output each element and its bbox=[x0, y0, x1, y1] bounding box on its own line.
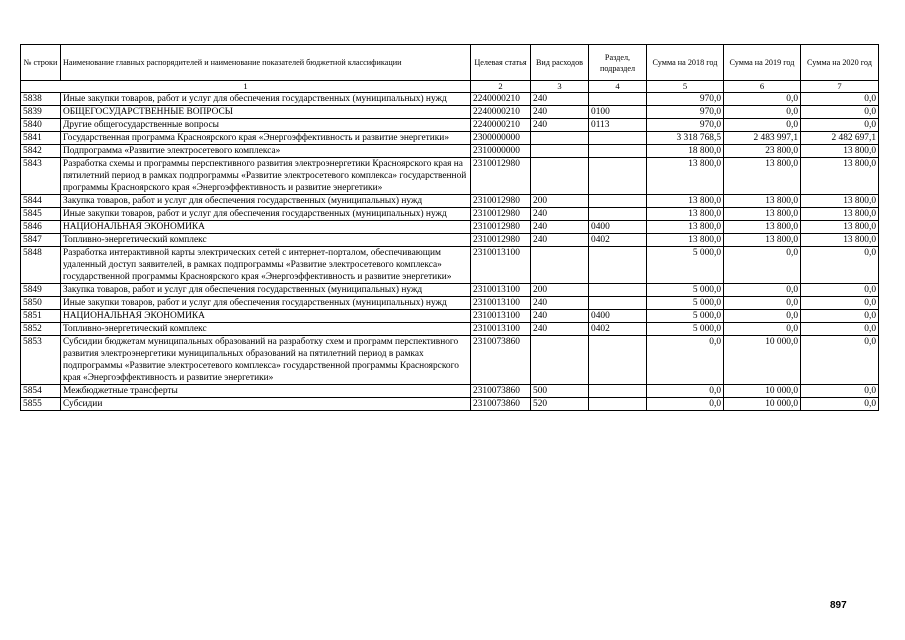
row-sum-2020: 0,0 bbox=[801, 398, 879, 411]
row-sum-2018: 3 318 768,5 bbox=[647, 132, 724, 145]
row-sum-2020: 0,0 bbox=[801, 106, 879, 119]
row-name: ОБЩЕГОСУДАРСТВЕННЫЕ ВОПРОСЫ bbox=[61, 106, 471, 119]
row-number: 5855 bbox=[21, 398, 61, 411]
table-row bbox=[21, 132, 879, 145]
table-row bbox=[21, 234, 879, 247]
row-sum-2020: 0,0 bbox=[801, 297, 879, 310]
row-sum-2019: 0,0 bbox=[724, 310, 801, 323]
table-row bbox=[21, 93, 879, 106]
row-sum-2019: 0,0 bbox=[724, 106, 801, 119]
row-expense-type: 500 bbox=[531, 385, 589, 398]
row-expense-type: 240 bbox=[531, 297, 589, 310]
table-row bbox=[21, 247, 879, 284]
column-number: 4 bbox=[589, 81, 647, 93]
row-section bbox=[589, 158, 647, 195]
row-sum-2020: 13 800,0 bbox=[801, 145, 879, 158]
row-sum-2018: 5 000,0 bbox=[647, 247, 724, 284]
row-expense-type: 240 bbox=[531, 106, 589, 119]
row-target-article: 2310073860 bbox=[471, 336, 531, 385]
row-number: 5852 bbox=[21, 323, 61, 336]
row-sum-2019: 13 800,0 bbox=[724, 208, 801, 221]
row-section bbox=[589, 132, 647, 145]
row-sum-2019: 0,0 bbox=[724, 284, 801, 297]
row-sum-2018: 970,0 bbox=[647, 93, 724, 106]
row-target-article: 2310013100 bbox=[471, 284, 531, 297]
row-sum-2018: 13 800,0 bbox=[647, 158, 724, 195]
header-sum-2020: Сумма на 2020 год bbox=[801, 45, 879, 81]
row-sum-2018: 5 000,0 bbox=[647, 284, 724, 297]
header-row bbox=[21, 45, 879, 81]
row-number: 5853 bbox=[21, 336, 61, 385]
row-sum-2018: 13 800,0 bbox=[647, 195, 724, 208]
row-expense-type: 240 bbox=[531, 323, 589, 336]
row-name: Иные закупки товаров, работ и услуг для обеспечения государственных (муниципальных) нужд bbox=[61, 208, 471, 221]
row-number: 5842 bbox=[21, 145, 61, 158]
row-target-article: 2310073860 bbox=[471, 385, 531, 398]
row-expense-type: 240 bbox=[531, 119, 589, 132]
row-sum-2020: 13 800,0 bbox=[801, 158, 879, 195]
row-target-article: 2310013100 bbox=[471, 323, 531, 336]
row-number: 5840 bbox=[21, 119, 61, 132]
row-sum-2018: 13 800,0 bbox=[647, 221, 724, 234]
row-name: НАЦИОНАЛЬНАЯ ЭКОНОМИКА bbox=[61, 310, 471, 323]
row-sum-2020: 0,0 bbox=[801, 336, 879, 385]
row-sum-2020: 13 800,0 bbox=[801, 195, 879, 208]
row-name: НАЦИОНАЛЬНАЯ ЭКОНОМИКА bbox=[61, 221, 471, 234]
row-name: Закупка товаров, работ и услуг для обеспечения государственных (муниципальных) нужд bbox=[61, 195, 471, 208]
row-sum-2020: 13 800,0 bbox=[801, 208, 879, 221]
budget-table bbox=[20, 44, 879, 411]
row-target-article: 2300000000 bbox=[471, 132, 531, 145]
row-name: Иные закупки товаров, работ и услуг для обеспечения государственных (муниципальных) нужд bbox=[61, 297, 471, 310]
row-sum-2018: 18 800,0 bbox=[647, 145, 724, 158]
row-sum-2019: 0,0 bbox=[724, 297, 801, 310]
row-sum-2018: 970,0 bbox=[647, 106, 724, 119]
header-sum-2019: Сумма на 2019 год bbox=[724, 45, 801, 81]
row-target-article: 2310012980 bbox=[471, 234, 531, 247]
header-name: Наименование главных распорядителей и наименование показателей бюджетной классификации bbox=[61, 45, 471, 81]
row-number: 5838 bbox=[21, 93, 61, 106]
row-target-article: 2310073860 bbox=[471, 398, 531, 411]
row-sum-2018: 13 800,0 bbox=[647, 208, 724, 221]
table-row bbox=[21, 158, 879, 195]
table-row bbox=[21, 145, 879, 158]
header-target-article: Целевая статья bbox=[471, 45, 531, 81]
table-row bbox=[21, 119, 879, 132]
row-section bbox=[589, 208, 647, 221]
row-target-article: 2240000210 bbox=[471, 106, 531, 119]
table-row bbox=[21, 385, 879, 398]
row-number: 5849 bbox=[21, 284, 61, 297]
row-section bbox=[589, 385, 647, 398]
column-number: 2 bbox=[471, 81, 531, 93]
row-sum-2018: 5 000,0 bbox=[647, 323, 724, 336]
row-sum-2019: 13 800,0 bbox=[724, 221, 801, 234]
row-sum-2019: 13 800,0 bbox=[724, 195, 801, 208]
row-sum-2020: 0,0 bbox=[801, 284, 879, 297]
table-body bbox=[21, 93, 879, 411]
row-expense-type bbox=[531, 132, 589, 145]
row-sum-2018: 0,0 bbox=[647, 385, 724, 398]
header-sum-2018: Сумма на 2018 год bbox=[647, 45, 724, 81]
row-sum-2018: 0,0 bbox=[647, 398, 724, 411]
row-section bbox=[589, 398, 647, 411]
row-name: Топливно-энергетический комплекс bbox=[61, 234, 471, 247]
row-target-article: 2310012980 bbox=[471, 158, 531, 195]
row-sum-2018: 970,0 bbox=[647, 119, 724, 132]
row-section: 0113 bbox=[589, 119, 647, 132]
row-sum-2020: 0,0 bbox=[801, 310, 879, 323]
row-number: 5851 bbox=[21, 310, 61, 323]
row-expense-type: 520 bbox=[531, 398, 589, 411]
table-row bbox=[21, 323, 879, 336]
row-target-article: 2310012980 bbox=[471, 221, 531, 234]
row-number: 5839 bbox=[21, 106, 61, 119]
table-row bbox=[21, 195, 879, 208]
row-sum-2019: 10 000,0 bbox=[724, 398, 801, 411]
row-sum-2019: 0,0 bbox=[724, 323, 801, 336]
row-sum-2020: 13 800,0 bbox=[801, 221, 879, 234]
row-sum-2019: 13 800,0 bbox=[724, 234, 801, 247]
row-target-article: 2310012980 bbox=[471, 208, 531, 221]
row-section: 0402 bbox=[589, 323, 647, 336]
row-sum-2018: 5 000,0 bbox=[647, 297, 724, 310]
row-sum-2019: 0,0 bbox=[724, 93, 801, 106]
row-sum-2019: 23 800,0 bbox=[724, 145, 801, 158]
row-expense-type bbox=[531, 145, 589, 158]
row-sum-2019: 0,0 bbox=[724, 119, 801, 132]
table-row bbox=[21, 297, 879, 310]
row-name: Субсидии бюджетам муниципальных образований на разработку схем и программ перспективного развития электроэнергетики муниципальных образований на пятилетний период в рамках подпрограммы «Развитие электросетевого комплекса» государственной программы Красноярского края «Энергоэффективность и развитие энергетики» bbox=[61, 336, 471, 385]
column-number: 6 bbox=[724, 81, 801, 93]
row-sum-2020: 0,0 bbox=[801, 93, 879, 106]
row-target-article: 2310013100 bbox=[471, 247, 531, 284]
row-section bbox=[589, 297, 647, 310]
row-sum-2019: 2 483 997,1 bbox=[724, 132, 801, 145]
row-expense-type: 240 bbox=[531, 208, 589, 221]
row-number: 5854 bbox=[21, 385, 61, 398]
header-section: Раздел, подраздел bbox=[589, 45, 647, 81]
row-sum-2020: 13 800,0 bbox=[801, 234, 879, 247]
row-number: 5848 bbox=[21, 247, 61, 284]
row-section bbox=[589, 336, 647, 385]
row-section: 0400 bbox=[589, 221, 647, 234]
row-expense-type: 240 bbox=[531, 221, 589, 234]
row-expense-type: 200 bbox=[531, 284, 589, 297]
row-sum-2020: 0,0 bbox=[801, 385, 879, 398]
table-row bbox=[21, 208, 879, 221]
row-sum-2020: 0,0 bbox=[801, 323, 879, 336]
row-sum-2018: 0,0 bbox=[647, 336, 724, 385]
row-number: 5843 bbox=[21, 158, 61, 195]
row-name: Иные закупки товаров, работ и услуг для обеспечения государственных (муниципальных) нужд bbox=[61, 93, 471, 106]
row-target-article: 2310012980 bbox=[471, 195, 531, 208]
row-section bbox=[589, 145, 647, 158]
row-expense-type: 240 bbox=[531, 234, 589, 247]
row-sum-2020: 0,0 bbox=[801, 247, 879, 284]
row-sum-2018: 5 000,0 bbox=[647, 310, 724, 323]
row-section: 0402 bbox=[589, 234, 647, 247]
table-row bbox=[21, 284, 879, 297]
row-section: 0400 bbox=[589, 310, 647, 323]
header-expense-type: Вид расходов bbox=[531, 45, 589, 81]
row-name: Разработка схемы и программы перспективного развития электроэнергетики Красноярского края на пятилетний период в рамках подпрограммы «Развитие электросетевого комплекса» государственной программы Красноярского края «Энергоэффективность и развитие энергетики» bbox=[61, 158, 471, 195]
row-target-article: 2310013100 bbox=[471, 310, 531, 323]
row-section bbox=[589, 93, 647, 106]
row-sum-2020: 2 482 697,1 bbox=[801, 132, 879, 145]
table-row bbox=[21, 221, 879, 234]
row-expense-type bbox=[531, 336, 589, 385]
row-target-article: 2240000210 bbox=[471, 119, 531, 132]
row-expense-type bbox=[531, 247, 589, 284]
row-number: 5841 bbox=[21, 132, 61, 145]
row-target-article: 2310013100 bbox=[471, 297, 531, 310]
row-sum-2018: 13 800,0 bbox=[647, 234, 724, 247]
row-sum-2019: 13 800,0 bbox=[724, 158, 801, 195]
row-sum-2019: 10 000,0 bbox=[724, 336, 801, 385]
column-number: 7 bbox=[801, 81, 879, 93]
row-sum-2019: 0,0 bbox=[724, 247, 801, 284]
column-number-row bbox=[21, 81, 879, 93]
table-row bbox=[21, 336, 879, 385]
row-section bbox=[589, 284, 647, 297]
column-number: 5 bbox=[647, 81, 724, 93]
row-section bbox=[589, 247, 647, 284]
row-expense-type bbox=[531, 158, 589, 195]
row-name: Подпрограмма «Развитие электросетевого комплекса» bbox=[61, 145, 471, 158]
table-row bbox=[21, 310, 879, 323]
column-number: 1 bbox=[21, 81, 471, 93]
row-name: Субсидии bbox=[61, 398, 471, 411]
row-number: 5850 bbox=[21, 297, 61, 310]
row-target-article: 2310000000 bbox=[471, 145, 531, 158]
row-section: 0100 bbox=[589, 106, 647, 119]
row-number: 5845 bbox=[21, 208, 61, 221]
table-row bbox=[21, 398, 879, 411]
row-name: Топливно-энергетический комплекс bbox=[61, 323, 471, 336]
row-number: 5844 bbox=[21, 195, 61, 208]
header-num: № строки bbox=[21, 45, 61, 81]
row-sum-2020: 0,0 bbox=[801, 119, 879, 132]
row-name: Закупка товаров, работ и услуг для обеспечения государственных (муниципальных) нужд bbox=[61, 284, 471, 297]
row-expense-type: 240 bbox=[531, 93, 589, 106]
row-sum-2019: 10 000,0 bbox=[724, 385, 801, 398]
row-number: 5846 bbox=[21, 221, 61, 234]
table-row bbox=[21, 106, 879, 119]
row-expense-type: 200 bbox=[531, 195, 589, 208]
row-name: Другие общегосударственные вопросы bbox=[61, 119, 471, 132]
page-number: 897 bbox=[830, 600, 847, 611]
row-name: Разработка интерактивной карты электрических сетей с интернет-порталом, обеспечивающим удаленный доступ заявителей, в рамках подпрограммы «Развитие электросетевого комплекса» государственной программы Красноярского края «Энергоэффективность и развитие энергетики» bbox=[61, 247, 471, 284]
row-name: Межбюджетные трансферты bbox=[61, 385, 471, 398]
row-expense-type: 240 bbox=[531, 310, 589, 323]
row-section bbox=[589, 195, 647, 208]
row-target-article: 2240000210 bbox=[471, 93, 531, 106]
row-number: 5847 bbox=[21, 234, 61, 247]
row-name: Государственная программа Красноярского края «Энергоэффективность и развитие энергетики» bbox=[61, 132, 471, 145]
column-number: 3 bbox=[531, 81, 589, 93]
